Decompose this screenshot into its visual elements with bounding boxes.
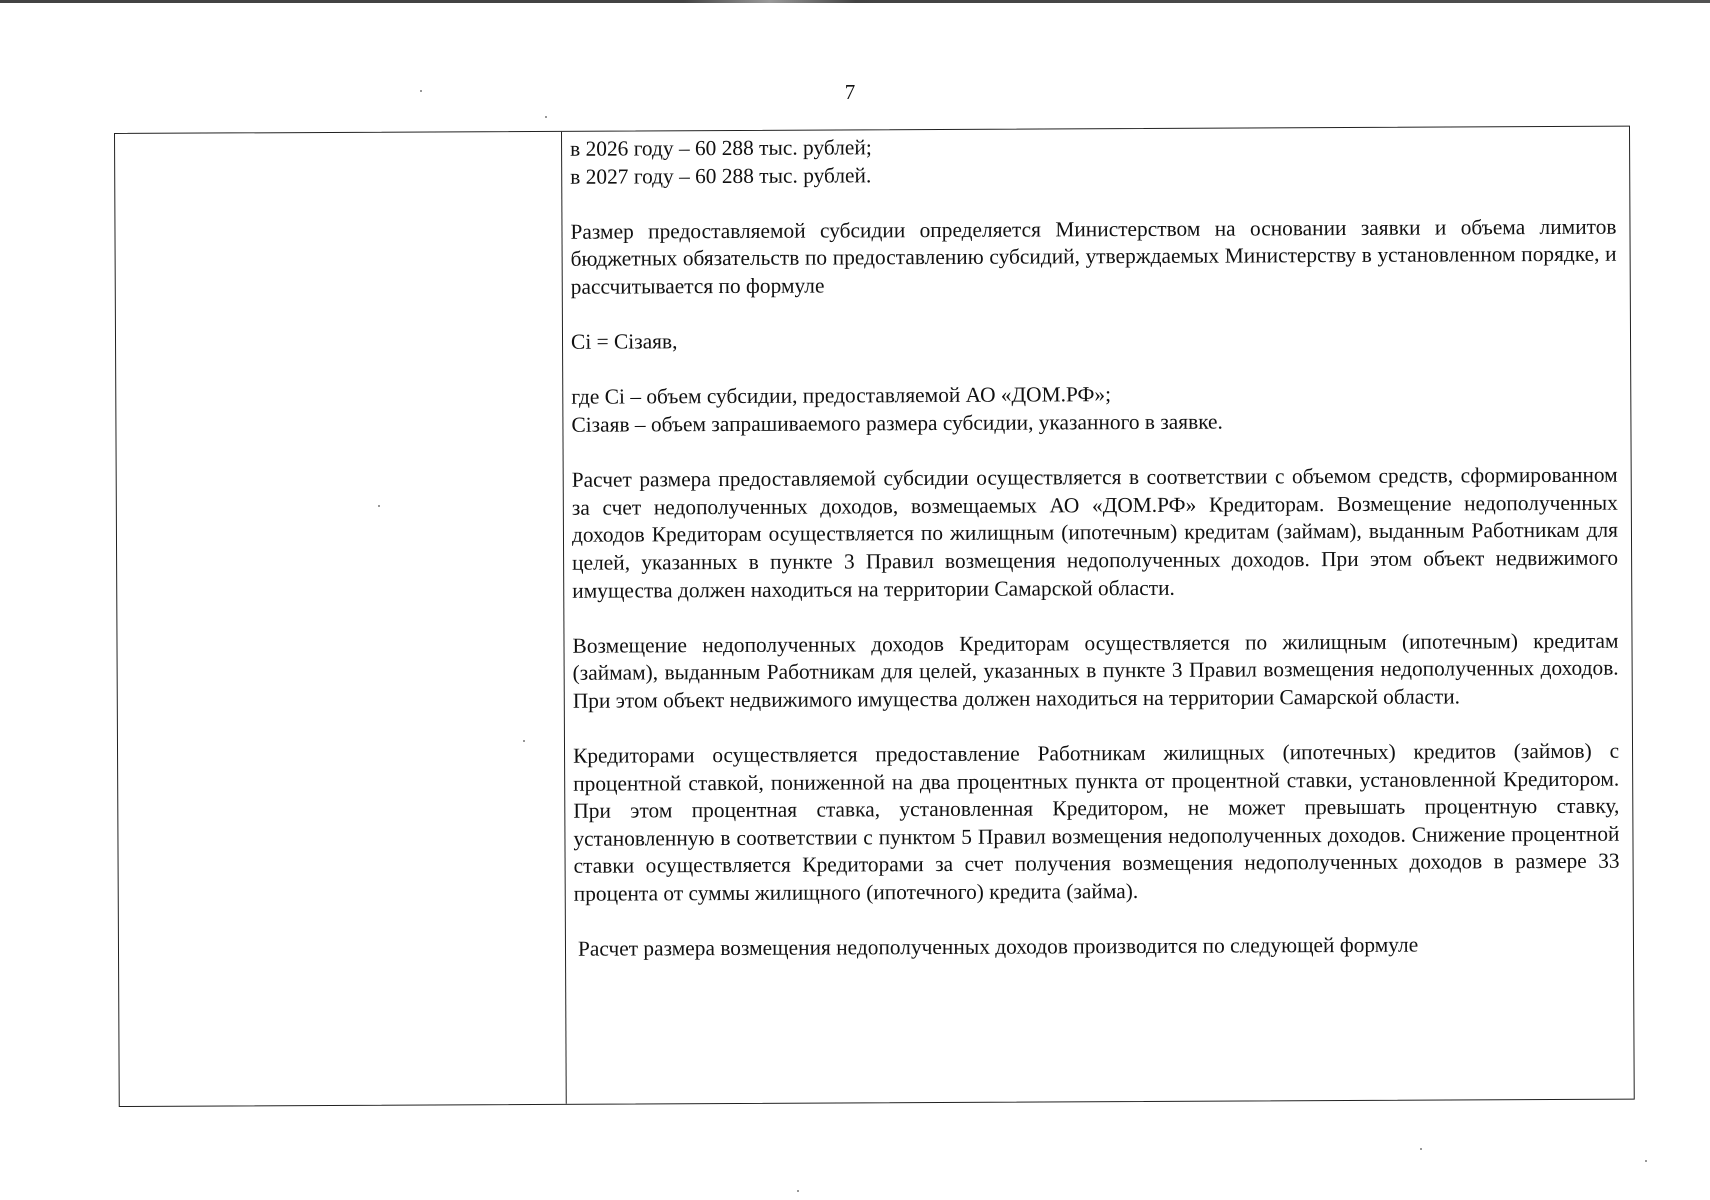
scan-speck (1645, 1160, 1647, 1162)
scan-speck (420, 90, 422, 92)
paragraph-final-formula-intro: Расчет размера возмещения недополученных доходов производится по следующей формуле (577, 932, 1419, 961)
paragraph-creditors: Кредиторами осуществляется предоставление Работникам жилищных (ипотечных) кредитов (займов) с процентной ставкой, пониженной на два процентных пункта от процентной ставки, установленной Кредитором. При этом процентная ставка, установленная Кредитором, не может превышать процентную ставку, установленную в соответствии с пунктом 5 Правил возмещения недополученных доходов. Снижение процентной ставки осуществляется Кредиторами за счет получения возмещения недополученных доходов в размере 33 процента от суммы жилищного (ипотечного) кредита (займа). (572, 738, 1620, 906)
table-left-cell (115, 132, 567, 1106)
scan-speck (545, 116, 547, 118)
scan-edge (0, 0, 1710, 3)
scan-speck (523, 740, 525, 742)
paragraph-calculation: Расчет размера предоставляемой субсидии осуществляется в соответствии с объемом средств, сформированном за счет недополученных доходов, возмещаемых АО «ДОМ.РФ» Кредиторам. Возмещение недополученных доходов Кредиторам осуществляется по жилищным (ипотечным) кредитам (займам), выданным Работникам для целей, указанных в пункте 3 Правил возмещения недополученных доходов. При этом объект недвижимого имущества должен находиться на территории Самарской области. (571, 462, 1619, 603)
line-year-2027: в 2027 году – 60 288 тыс. рублей. (570, 162, 872, 189)
paragraph-reimbursement: Возмещение недополученных доходов Кредиторам осуществляется по жилищным (ипотечным) кредитам (займам), выданным Работникам для целей, указанных в пункте 3 Правил возмещения недополученных доходов. При этом объект недвижимого имущества должен находиться на территории Самарской области. (572, 628, 1619, 713)
document-table (114, 126, 1635, 1107)
definition-ciz: Ciзаяв – объем запрашиваемого размера субсидии, указанного в заявке. (571, 409, 1223, 437)
formula-line: Ci = Ciзаяв, (570, 329, 678, 354)
page-number: 7 (844, 80, 856, 104)
scan-speck (1420, 1148, 1422, 1150)
scan-speck (797, 1190, 799, 1192)
table-right-cell (562, 127, 1634, 1104)
paragraph-subsidy-size: Размер предоставляемой субсидии определяется Министерством на основании заявки и объема лимитов бюджетных обязательств по предоставлению субсидий, утверждаемых Министерству в установленном порядке, и рассчитывается по формуле (570, 214, 1617, 299)
definition-ci: где Ci – объем субсидии, предоставляемой АО «ДОМ.РФ»; (571, 382, 1112, 410)
line-year-2026: в 2026 году – 60 288 тыс. рублей; (570, 135, 872, 161)
scan-speck (378, 505, 380, 507)
